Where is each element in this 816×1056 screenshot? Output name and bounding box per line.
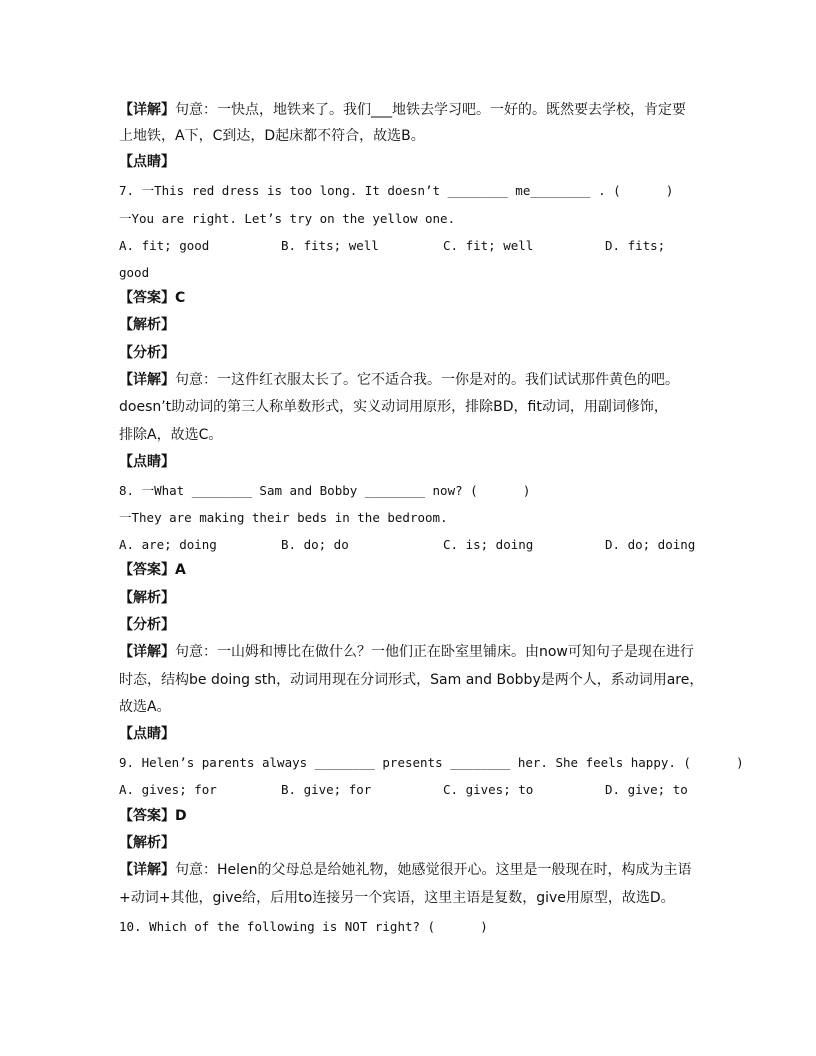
answer-label: 【答案】C [119, 290, 186, 306]
explanation-line: 故选A。 [119, 699, 171, 715]
option-d: D. fits; [605, 238, 666, 253]
explanation-line: 上地铁，A下，C到达，D起床都不符合，故选B。 [119, 128, 425, 144]
detail-tag: 【详解】 [119, 102, 175, 118]
explanation-line [119, 100, 709, 120]
explanation-line: +动词+其他，give给，后用to连接另一个宾语，这里主语是复数，give用原型，故选D。 [119, 890, 675, 906]
detail-text: 句意：一山姆和博比在做什么？一他们正在卧室里铺床。由now可知句子是现在进行 [175, 644, 694, 660]
question-8-stem: 8. 一What ________ Sam and Bobby ________ now? ( ) [119, 483, 531, 498]
explanation-line [119, 642, 709, 662]
fenxi-label: 【分析】 [119, 617, 175, 633]
option-a: A. gives; for [119, 782, 217, 797]
question-8-options [119, 535, 709, 555]
answer-label: 【答案】A [119, 562, 186, 578]
question-8-reply: 一They are making their beds in the bedroom. [119, 510, 448, 525]
detail-tag: 【详解】 [119, 372, 175, 388]
explanation-line [119, 860, 709, 880]
explanation-line: 排除A，故选C。 [119, 427, 223, 443]
question-7-reply: 一You are right. Let’s try on the yellow one. [119, 211, 456, 226]
question-7-options [119, 236, 709, 256]
jiexi-label: 【解析】 [119, 835, 175, 851]
question-9-stem: 9. Helen’s parents always ________ presents ________ her. She feels happy. ( ) [119, 755, 744, 770]
option-c: C. is; doing [443, 537, 534, 552]
detail-text: 句意：Helen的父母总是给她礼物，她感觉很开心。这里是一般现在时，构成为主语 [175, 862, 692, 878]
explanation-line: 时态，结构be doing sth，动词用现在分词形式，Sam and Bobby是两个人，系动词用are， [119, 672, 704, 688]
detail-tag: 【详解】 [119, 862, 175, 878]
jiexi-label: 【解析】 [119, 317, 175, 333]
option-d: D. give; to [605, 782, 688, 797]
option-wrap: good [119, 265, 150, 280]
dianjing-label: 【点睛】 [119, 454, 175, 470]
explanation-line [119, 370, 709, 390]
option-c: C. gives; to [443, 782, 534, 797]
question-10-stem: 10. Which of the following is NOT right? ( ) [119, 919, 488, 934]
dianjing-label: 【点睛】 [119, 154, 175, 170]
detail-tag: 【详解】 [119, 644, 175, 660]
option-a: A. are; doing [119, 537, 217, 552]
option-a: A. fit; good [119, 238, 210, 253]
fenxi-label: 【分析】 [119, 345, 175, 361]
option-b: B. give; for [281, 782, 372, 797]
question-7-stem: 7. 一This red dress is too long. It doesn’t ________ me________ . ( ) [119, 183, 674, 198]
dianjing-label: 【点睛】 [119, 726, 175, 742]
option-b: B. fits; well [281, 238, 379, 253]
detail-text: 句意：一快点，地铁来了。我们___地铁去学习吧。一好的。既然要去学校，肯定要 [175, 102, 686, 118]
option-d: D. do; doing [605, 537, 696, 552]
detail-text: 句意：一这件红衣服太长了。它不适合我。一你是对的。我们试试那件黄色的吧。 [175, 372, 679, 388]
question-9-options [119, 780, 709, 800]
explanation-line: doesn’t助动词的第三人称单数形式，实义动词用原形，排除BD，fit动词，用副词修饰， [119, 399, 668, 415]
option-c: C. fit; well [443, 238, 534, 253]
jiexi-label: 【解析】 [119, 590, 175, 606]
option-b: B. do; do [281, 537, 349, 552]
answer-label: 【答案】D [119, 808, 187, 824]
